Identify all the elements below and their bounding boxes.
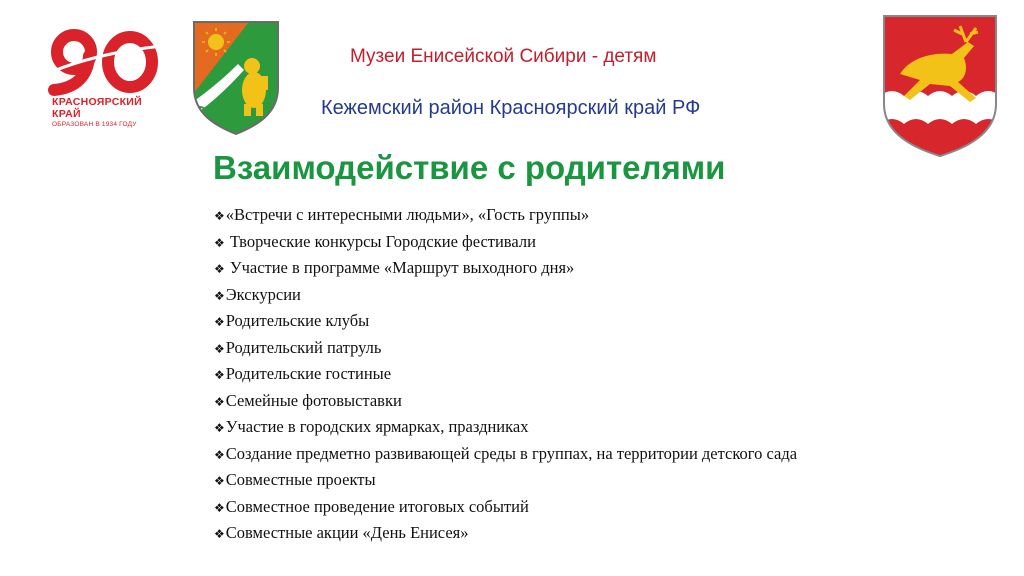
logo-line-2: КРАЙ bbox=[52, 108, 81, 120]
diamond-bullet-icon: ❖ bbox=[214, 394, 225, 409]
list-item bbox=[214, 337, 797, 364]
diamond-bullet-icon: ❖ bbox=[214, 447, 225, 462]
list-item-text: Родительские гостиные bbox=[225, 364, 392, 383]
header-line-1: Музеи Енисейской Сибири - детям bbox=[350, 46, 657, 67]
list-item bbox=[214, 443, 797, 470]
list-item-text: Совместное проведение итоговых событий bbox=[225, 496, 529, 516]
logo-line-1: КРАСНОЯРСКИЙ bbox=[52, 96, 142, 108]
list-item bbox=[214, 284, 797, 311]
list-item-text: Создание предметно развивающей среды в группах, на территории детского сада bbox=[225, 443, 798, 463]
krasnoyarsk-90-logo bbox=[44, 28, 164, 133]
activity-list bbox=[214, 204, 797, 549]
list-item-text: Совместные проекты bbox=[225, 470, 376, 489]
diamond-bullet-icon: ❖ bbox=[214, 500, 225, 515]
list-item bbox=[214, 522, 797, 549]
list-item-text: Участие в городских ярмарках, праздниках bbox=[225, 417, 529, 436]
list-item bbox=[214, 310, 797, 337]
list-item-text: Творческие конкурсы Городские фестивали bbox=[225, 231, 536, 251]
logo-90-icon bbox=[44, 28, 164, 96]
deer-coat-of-arms-icon bbox=[880, 12, 1000, 158]
diamond-bullet-icon: ❖ bbox=[214, 235, 225, 250]
list-item-text: Экскурсии bbox=[225, 284, 301, 304]
kezhemsky-coat-of-arms bbox=[190, 18, 282, 141]
list-item bbox=[214, 204, 797, 231]
list-item bbox=[214, 257, 797, 284]
list-item bbox=[214, 469, 797, 496]
list-item bbox=[214, 231, 797, 258]
diamond-bullet-icon: ❖ bbox=[214, 421, 225, 435]
diamond-bullet-icon: ❖ bbox=[214, 368, 225, 382]
list-item bbox=[214, 363, 797, 390]
list-item-text: Родительский патруль bbox=[225, 337, 382, 357]
list-item bbox=[214, 416, 797, 443]
list-item bbox=[214, 496, 797, 523]
list-item-text: «Встречи с интересными людьми», «Гость группы» bbox=[225, 205, 590, 224]
diamond-bullet-icon: ❖ bbox=[214, 315, 225, 329]
diamond-bullet-icon: ❖ bbox=[214, 341, 225, 356]
diamond-bullet-icon: ❖ bbox=[214, 474, 225, 488]
deer-coat-of-arms bbox=[880, 12, 1000, 163]
logo-line-3: ОБРАЗОВАН В 1934 ГОДУ bbox=[52, 121, 137, 128]
slide-title: Взаимодействие с родителями bbox=[213, 149, 726, 186]
diamond-bullet-icon: ❖ bbox=[214, 209, 225, 223]
diamond-bullet-icon: ❖ bbox=[214, 262, 225, 276]
list-item-text: Участие в программе «Маршрут выходного дня» bbox=[225, 258, 575, 277]
list-item-text: Совместные акции «День Енисея» bbox=[225, 523, 469, 542]
list-item-text: Семейные фотовыставки bbox=[225, 390, 402, 410]
bear-coat-of-arms-icon bbox=[190, 18, 282, 136]
header-line-2: Кежемский район Красноярский край РФ bbox=[321, 97, 701, 119]
diamond-bullet-icon: ❖ bbox=[214, 527, 225, 541]
list-item bbox=[214, 390, 797, 417]
list-item-text: Родительские клубы bbox=[225, 311, 370, 330]
diamond-bullet-icon: ❖ bbox=[214, 288, 225, 303]
